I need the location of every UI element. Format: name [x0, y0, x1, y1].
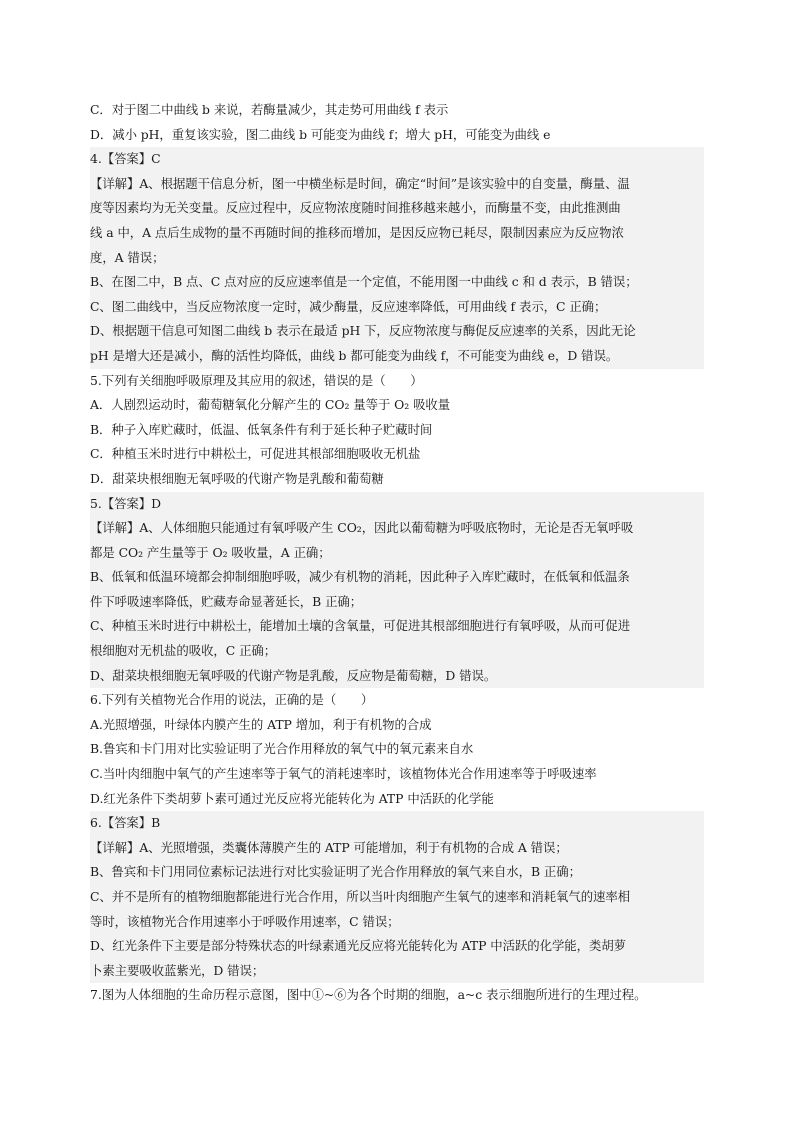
- text-line: 6.【答案】B: [90, 811, 704, 836]
- text-line: D、根据题干信息可知图二曲线 b 表示在最适 pH 下，反应物浓度与酶促反应速率的关系，因此无论: [90, 319, 704, 344]
- text-line: 都是 CO₂ 产生量等于 O₂ 吸收量，A 正确；: [90, 541, 704, 566]
- text-line: 7.图为人体细胞的生命历程示意图，图中①~⑥为各个时期的细胞，a~c 表示细胞所进行的生理过程。: [90, 987, 647, 1003]
- text-line: 【详解】A、人体细胞只能通过有氧呼吸产生 CO₂，因此以葡萄糖为呼吸底物时，无论是否无氧呼吸: [90, 516, 704, 541]
- text-line: B、低氧和低温环境都会抑制细胞呼吸，减少有机物的消耗，因此种子入库贮藏时，在低氧和低温条: [90, 565, 704, 590]
- text-line: 度，A 错误；: [90, 246, 704, 271]
- text-line: C.当叶肉细胞中氧气的产生速率等于氧气的消耗速率时，该植物体光合作用速率等于呼吸速率: [90, 766, 597, 782]
- text-line: D.红光条件下类胡萝卜素可通过光反应将光能转化为 ATP 中活跃的化学能: [90, 790, 494, 806]
- text-line: C、并不是所有的植物细胞都能进行光合作用，所以当叶肉细胞产生氧气的速率和消耗氧气的速率相: [90, 885, 704, 910]
- text-line: B．种子入库贮藏时，低温、低氧条件有利于延长种子贮藏时间: [90, 421, 433, 437]
- text-line: 线 a 中，A 点后生成物的量不再随时间的推移而增加，是因反应物已耗尽，限制因素应为反应物浓: [90, 221, 704, 246]
- text-line: A．人剧烈运动时，葡萄糖氧化分解产生的 CO₂ 量等于 O₂ 吸收量: [90, 397, 451, 413]
- text-line: D．减小 pH，重复该实验，图二曲线 b 可能变为曲线 f；增大 pH，可能变为曲线 e: [90, 126, 551, 142]
- text-line: C、种植玉米时进行中耕松土，能增加土壤的含氧量，可促进其根部细胞进行有氧呼吸，从而可促进: [90, 614, 704, 639]
- text-line: D、红光条件下主要是部分特殊状态的叶绿素通光反应将光能转化为 ATP 中活跃的化学能，类胡萝: [90, 934, 704, 959]
- text-line: 卜素主要吸收蓝紫光，D 错误；: [90, 959, 704, 984]
- text-line: 4.【答案】C: [90, 147, 704, 172]
- text-line: C．对于图二中曲线 b 来说，若酶量减少，其走势可用曲线 f 表示: [90, 102, 449, 117]
- text-line: pH 是增大还是减小，酶的活性均降低，曲线 b 都可能变为曲线 f，不可能变为曲线 e，D 错误。: [90, 344, 704, 369]
- text-line: 【详解】A、根据题干信息分析，图一中横坐标是时间，确定“时间”是该实验中的自变量，酶量、温: [90, 172, 704, 197]
- text-line: C．种植玉米时进行中耕松土，可促进其根部细胞吸收无机盐: [90, 446, 421, 462]
- text-line: 【详解】A、光照增强，类囊体薄膜产生的 ATP 可能增加，利于有机物的合成 A 错误；: [90, 836, 704, 861]
- text-line: 度等因素均为无关变量。反应过程中，反应物浓度随时间推移越来越小，而酶量不变，由此推测曲: [90, 196, 704, 221]
- text-line: 等时，该植物光合作用速率小于呼吸作用速率，C 错误；: [90, 910, 704, 935]
- text-line: B、鲁宾和卡门用同位素标记法进行对比实验证明了光合作用释放的氧气来自水，B 正确；: [90, 860, 704, 885]
- document-page: [90, 98, 704, 1008]
- text-line: 件下呼吸速率降低，贮藏寿命显著延长，B 正确；: [90, 590, 704, 615]
- text-line: 6.下列有关植物光合作用的说法，正确的是（ ）: [90, 692, 374, 708]
- text-line: B.鲁宾和卡门用对比实验证明了光合作用释放的氧气中的氧元素来自水: [90, 741, 474, 757]
- text-line: B、在图二中，B 点、C 点对应的反应速率值是一个定值，不能用图一中曲线 c 和 d 表示，B 错误；: [90, 270, 704, 295]
- text-line: D．甜菜块根细胞无氧呼吸的代谢产物是乳酸和葡萄糖: [90, 470, 384, 486]
- text-line: C、图二曲线中，当反应物浓度一定时，减少酶量，反应速率降低，可用曲线 f 表示，C 正确；: [90, 295, 704, 320]
- text-line: A.光照增强，叶绿体内膜产生的 ATP 增加，利于有机物的合成: [90, 716, 432, 732]
- text-line: 根细胞对无机盐的吸收，C 正确；: [90, 639, 704, 664]
- text-line: 5.【答案】D: [90, 492, 704, 517]
- text-line: 5.下列有关细胞呼吸原理及其应用的叙述，错误的是（ ）: [90, 372, 423, 388]
- text-line: D、甜菜块根细胞无氧呼吸的代谢产物是乳酸，反应物是葡萄糖，D 错误。: [90, 664, 704, 689]
